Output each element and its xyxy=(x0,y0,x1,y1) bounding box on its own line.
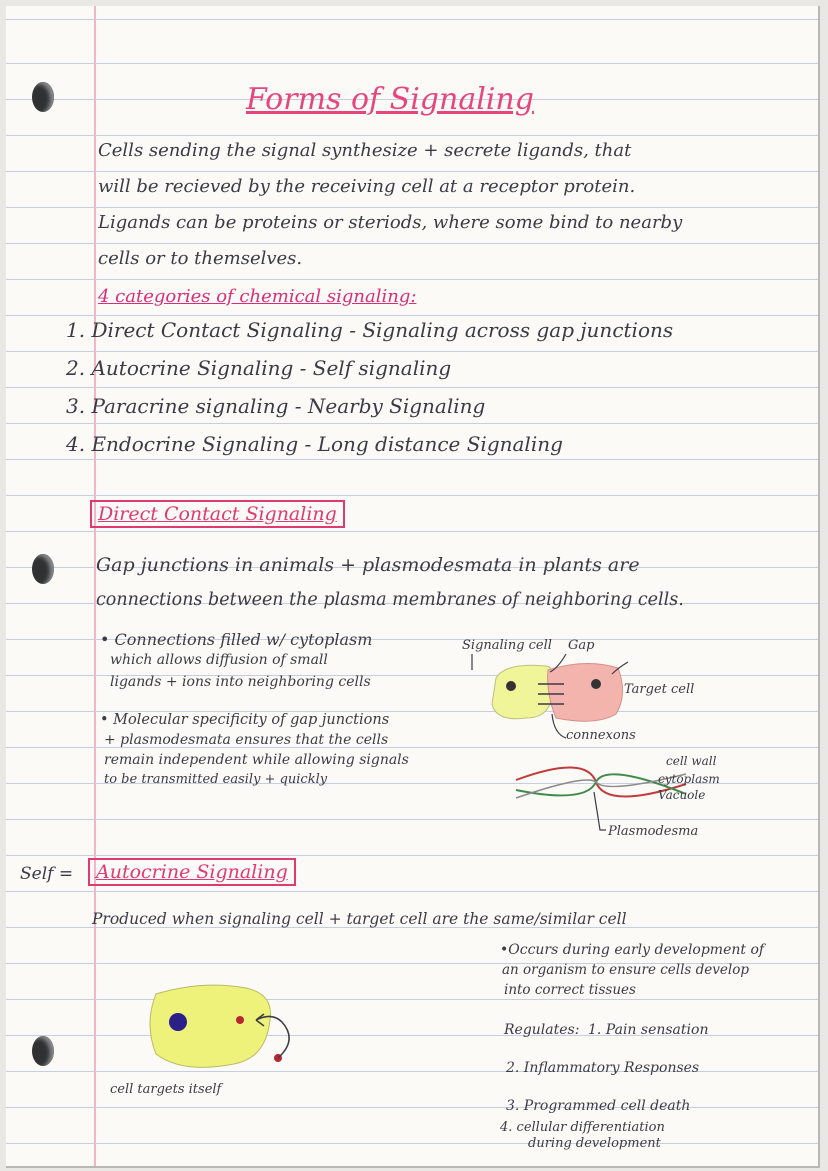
category-item: 1. Direct Contact Signaling - Signaling across gap junctions xyxy=(66,318,674,342)
autocrine-desc: Produced when signaling cell + target cell are the same/similar cell xyxy=(92,910,627,928)
direct-contact-heading: Direct Contact Signaling xyxy=(90,500,345,528)
regulates-item: 4. cellular differentiation xyxy=(500,1120,665,1135)
note-line: •Occurs during early development of xyxy=(500,942,765,958)
cell-shape xyxy=(150,985,271,1067)
binder-hole xyxy=(32,554,54,584)
diagram-label: cytoplasm xyxy=(658,772,720,786)
nucleus xyxy=(169,1013,187,1031)
note-line: into correct tissues xyxy=(504,982,636,998)
nucleus xyxy=(591,679,601,689)
direct-desc-line: Gap junctions in animals + plasmodesmata in plants are xyxy=(96,554,640,576)
regulates-item: during development xyxy=(528,1136,661,1151)
intro-line: cells or to themselves. xyxy=(98,248,303,269)
bullet-line: remain independent while allowing signals xyxy=(104,752,409,768)
regulates-item: 1. Pain sensation xyxy=(588,1022,709,1038)
intro-line: Cells sending the signal synthesize + secrete ligands, that xyxy=(98,140,632,161)
notebook-page xyxy=(6,6,820,1168)
diagram-label: Plasmodesma xyxy=(608,824,699,839)
bullet-line: to be transmitted easily + quickly xyxy=(104,772,328,787)
intro-line: will be recieved by the receiving cell at a receptor protein. xyxy=(98,176,636,197)
binder-hole xyxy=(32,1036,54,1066)
bullet-line: + plasmodesmata ensures that the cells xyxy=(104,732,389,748)
margin-line xyxy=(94,6,96,1166)
autocrine-cell-diagram xyxy=(142,980,312,1080)
direct-desc-line: connections between the plasma membranes of neighboring cells. xyxy=(96,590,684,610)
nucleus xyxy=(506,681,516,691)
self-label: Self = xyxy=(20,864,74,884)
regulates-item: 2. Inflammatory Responses xyxy=(506,1060,700,1076)
regulates-label: Regulates: xyxy=(504,1022,580,1038)
diagram-label: Target cell xyxy=(624,682,695,697)
category-item: 4. Endocrine Signaling - Long distance Signaling xyxy=(66,432,563,456)
ligand-dot xyxy=(236,1016,244,1024)
plasmodesma-arrow xyxy=(594,792,606,830)
diagram-label: Signaling cell xyxy=(462,638,552,653)
binder-hole xyxy=(32,82,54,112)
note-line: an organism to ensure cells develop xyxy=(502,962,749,978)
diagram-label: Gap xyxy=(568,638,595,653)
bullet-line: • Connections filled w/ cytoplasm xyxy=(100,630,373,649)
bullet-line: which allows diffusion of small xyxy=(110,652,328,668)
category-item: 3. Paracrine signaling - Nearby Signaling xyxy=(66,394,486,418)
diagram-label: Vacuole xyxy=(658,788,706,802)
diagram-label: connexons xyxy=(566,728,636,743)
intro-line: Ligands can be proteins or steriods, where some bind to nearby xyxy=(98,212,683,233)
page-title: Forms of Signaling xyxy=(246,82,534,117)
categories-heading: 4 categories of chemical signaling: xyxy=(98,286,417,307)
signaling-cell-shape xyxy=(492,665,554,719)
category-item: 2. Autocrine Signaling - Self signaling xyxy=(66,356,452,380)
target-cell-shape xyxy=(548,663,623,721)
bullet-line: • Molecular specificity of gap junctions xyxy=(100,712,390,728)
bullet-line: ligands + ions into neighboring cells xyxy=(110,674,371,690)
diagram-label: cell wall xyxy=(666,754,717,768)
autocrine-heading: Autocrine Signaling xyxy=(88,858,296,886)
cell-caption: cell targets itself xyxy=(110,1082,222,1097)
regulates-item: 3. Programmed cell death xyxy=(506,1098,691,1114)
